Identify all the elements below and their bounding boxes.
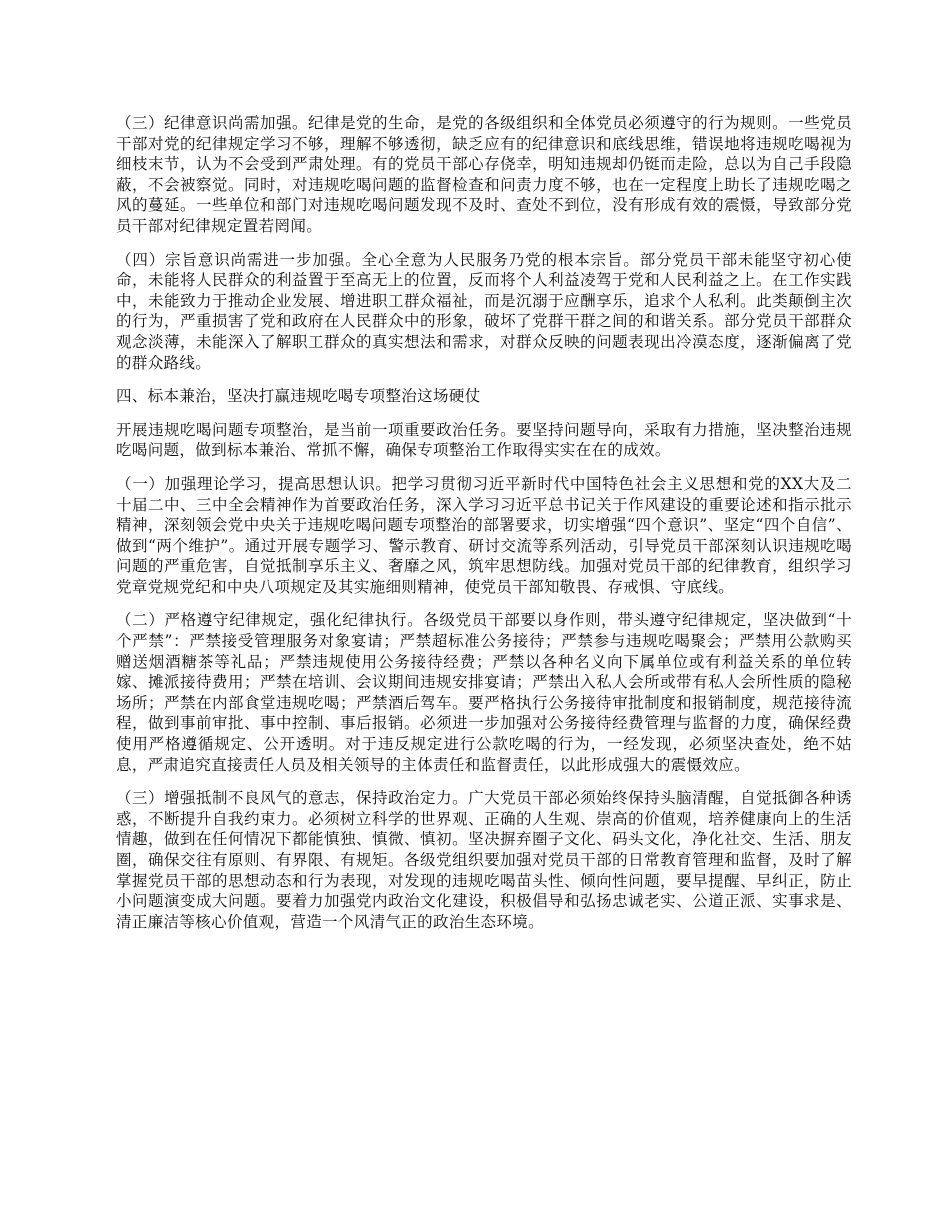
paragraph-section-intro: 开展违规吃喝问题专项整治，是当前一项重要政治任务。要坚持问题导向，采取有力措施，坚决整治违规吃喝问题，做到标本兼治、常抓不懈，确保专项整治工作取得实实在在的成效。 xyxy=(116,420,852,460)
paragraph-purpose-awareness: （四）宗旨意识尚需进一步加强。全心全意为人民服务乃党的根本宗旨。部分党员干部未能坚守初心使命，未能将人民群众的利益置于至高无上的位置，反而将个人利益凌驾于党和人民利益之上。在工作实践中，未能致力于推动企业发展、增进职工群众福祉，而是沉溺于应酬享乐，追求个人私利。此类颠倒主次的行为，严重损害了党和政府在人民群众中的形象，破坏了党群干群之间的和谐关系。部分党员干部群众观念淡薄，未能深入了解职工群众的真实想法和需求，对群众反映的问题表现出冷漠态度，逐渐偏离了党的群众路线。 xyxy=(116,250,852,372)
paragraph-resist-bad-habits: （三）增强抵制不良风气的意志，保持政治定力。广大党员干部必须始终保持头脑清醒，自觉抵御各种诱惑，不断提升自我约束力。必须树立科学的世界观、正确的人生观、崇高的价值观，培养健康向上的生活情趣，做到在任何情况下都能慎独、慎微、慎初。坚决摒弃圈子文化、码头文化，净化社交、生活、朋友圈，确保交往有原则、有界限、有规矩。各级党组织要加强对党员干部的日常教育管理和监督，及时了解掌握党员干部的思想动态和行为表现，对发现的违规吃喝苗头性、倾向性问题，要早提醒、早纠正，防止小问题演变成大问题。要着力加强党内政治文化建设，积极倡导和弘扬忠诚老实、公道正派、实事求是、清正廉洁等核心价值观，营造一个风清气正的政治生态环境。 xyxy=(116,789,852,931)
paragraph-discipline-awareness: （三）纪律意识尚需加强。纪律是党的生命，是党的各级组织和全体党员必须遵守的行为规则。一些党员干部对党的纪律规定学习不够，理解不够透彻，缺乏应有的纪律意识和底线思维，错误地将违规吃喝视为细枝末节，认为不会受到严肃处理。有的党员干部心存侥幸，明知违规却仍铤而走险，总以为自己手段隐蔽，不会被察觉。同时，对违规吃喝问题的监督检查和问责力度不够，也在一定程度上助长了违规吃喝之风的蔓延。一些单位和部门对违规吃喝问题发现不及时、查处不到位，没有形成有效的震慑，导致部分党员干部对纪律规定置若罔闻。 xyxy=(116,114,852,235)
section-heading: 四、标本兼治，坚决打赢违规吃喝专项整治这场硬仗 xyxy=(116,387,481,406)
document-body xyxy=(116,113,852,945)
paragraph-discipline-rules: （二）严格遵守纪律规定，强化纪律执行。各级党员干部要以身作则，带头遵守纪律规定，坚决做到“十个严禁”：严禁接受管理服务对象宴请；严禁超标准公务接待；严禁参与违规吃喝聚会；严禁用公款购买赠送烟酒糖茶等礼品；严禁违规使用公务接待经费；严禁以各种名义向下属单位或有利益关系的单位转嫁、摊派接待费用；严禁在培训、会议期间违规安排宴请；严禁出入私人会所或带有私人会所性质的隐秘场所；严禁在内部食堂违规吃喝；严禁酒后驾车。要严格执行公务接待审批制度和报销制度，规范接待流程，做到事前审批、事中控制、事后报销。必须进一步加强对公务接待经费管理与监督的力度，确保经费使用严格遵循规定、公开透明。对于违反规定进行公款吃喝的行为，一经发现，必须坚决查处，绝不姑息，严肃追究直接责任人员及相关领导的主体责任和监督责任，以此形成强大的震慑效应。 xyxy=(116,611,852,774)
paragraph-theory-study: （一）加强理论学习，提高思想认识。把学习贯彻习近平新时代中国特色社会主义思想和党的XX大及二十届二中、三中全会精神作为首要政治任务，深入学习习近平总书记关于作风建设的重要论述和指示批示精神，深刻领会党中央关于违规吃喝问题专项整治的部署要求，切实增强“四个意识”、坚定“四个自信”、做到“两个维护”。通过开展专题学习、警示教育、研讨交流等系列活动，引导党员干部深刻认识违规吃喝问题的严重危害，自觉抵制享乐主义、奢靡之风，筑牢思想防线。加强对党员干部的纪律教育，组织学习党章党规党纪和中央八项规定及其实施细则精神，使党员干部知敬畏、存戒惧、守底线。 xyxy=(116,474,852,596)
